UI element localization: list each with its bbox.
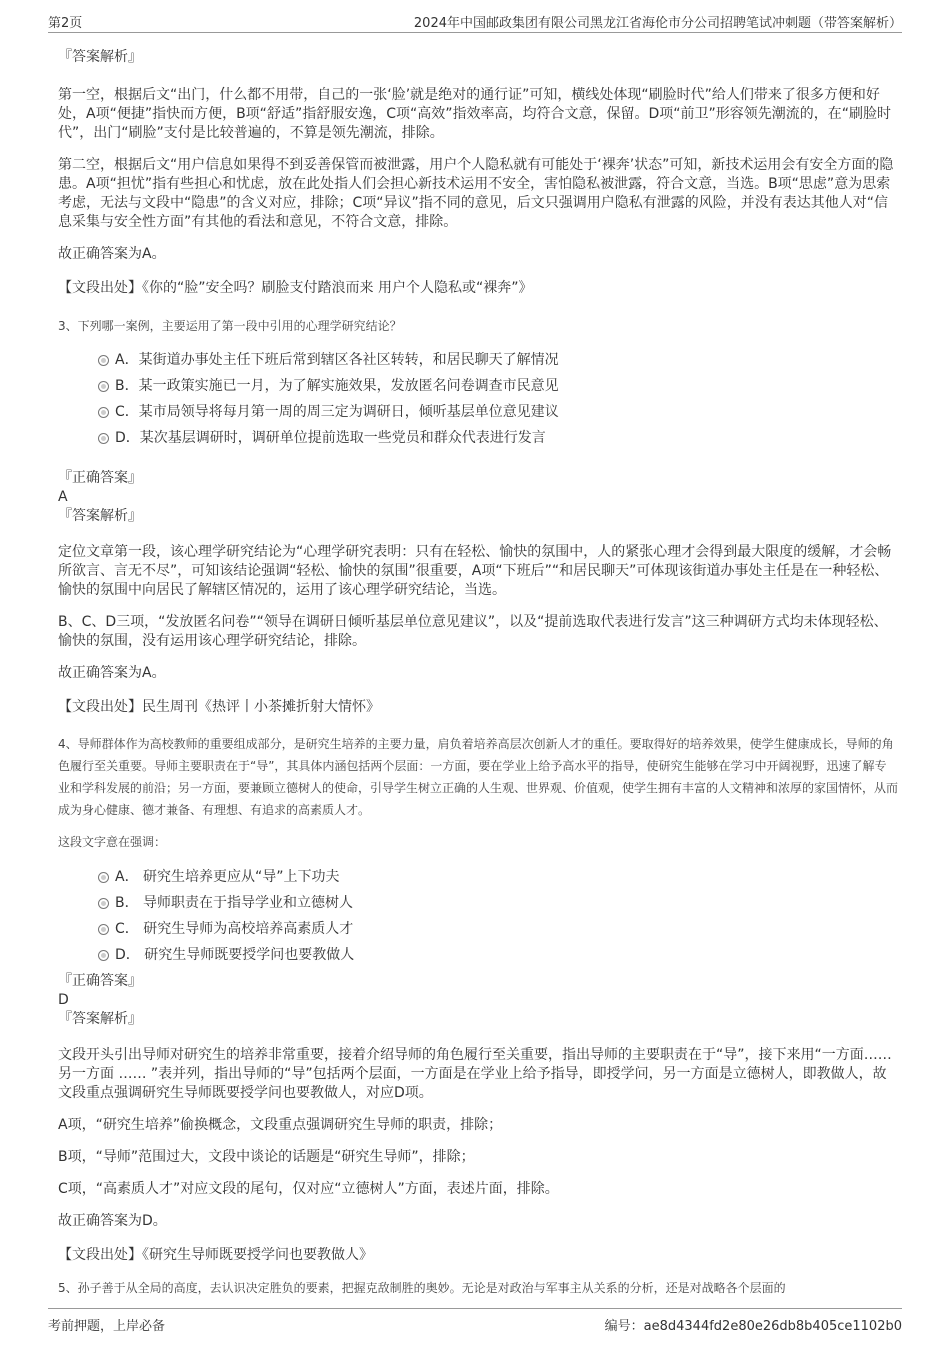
q4-option-d[interactable] <box>58 942 898 968</box>
q4-options <box>58 864 898 968</box>
q3-correct-label: 『正确答案』 <box>58 470 142 486</box>
q2-analysis-para2: 第二空，根据后文“用户信息如果得不到妥善保管而被泄露，用户个人隐私就有可能处于‘裸奔’状态”可知，新技术运用会有安全方面的隐患。A项“担忧”指有些担心和忧虑，放在此处指人们会担心新技术运用不安全，害怕隐私被泄露，符合文意，当选。B项“思虑”意为思索考虑，无法与文段中“隐患”的含义对应，排除；C项“异议”指不同的意见，后文只强调用户隐私有泄露的风险，并没有表达其他人对“信息采集与安全性方面”有其他的看法和意见，不符合文意，排除。 <box>58 157 894 230</box>
q4-correct-answer: D <box>58 992 69 1008</box>
q4-analysis-label: 『答案解析』 <box>58 1011 142 1027</box>
radio-icon[interactable] <box>98 898 109 909</box>
q2-conclusion: 故正确答案为A。 <box>58 246 166 262</box>
q4-correct-label: 『正确答案』 <box>58 973 142 989</box>
radio-icon[interactable] <box>98 433 109 444</box>
page-content <box>58 44 898 1299</box>
q4-analysis-para3: B项，“导师”范围过大，文段中谈论的话题是“研究生导师”，排除； <box>58 1149 475 1165</box>
radio-icon[interactable] <box>98 355 109 366</box>
q2-analysis-para1: 第一空，根据后文“出门，什么都不用带，自己的一张‘脸’就是绝对的通行证”可知，横线处体现“刷脸时代”给人们带来了很多方便和好处，A项“便捷”指快而方便，B项“舒适”指舒服安逸，C项“高效”指效率高，均符合文意，保留。D项“前卫”形容领先潮流的，在“刷脸时代”，出门“刷脸”支付是比较普遍的，不算是领先潮流，排除。 <box>58 87 892 141</box>
q4-option-c[interactable] <box>58 916 898 942</box>
q3-option-d[interactable] <box>58 425 898 451</box>
q2-source: 【文段出处】《你的“脸”安全吗？刷脸支付踏浪而来 用户个人隐私或“裸奔”》 <box>58 280 533 296</box>
q4-option-b[interactable] <box>58 890 898 916</box>
radio-icon[interactable] <box>98 950 109 961</box>
option-label: D． 研究生导师既要授学问也要教做人 <box>115 947 355 963</box>
document-title: 2024年中国邮政集团有限公司黑龙江省海伦市分公司招聘笔试冲刺题（带答案解析） <box>413 16 902 31</box>
q3-option-b[interactable] <box>58 373 898 399</box>
option-label: C．某市局领导将每月第一周的周三定为调研日，倾听基层单位意见建议 <box>115 404 559 420</box>
option-label: A． 研究生培养更应从“导”上下功夫 <box>115 869 340 885</box>
q4-option-a[interactable] <box>58 864 898 890</box>
q3-analysis-para2: B、C、D三项，“发放匿名问卷”“领导在调研日倾听基层单位意见建议”，以及“提前选取代表进行发言”这三种调研方式均未体现轻松、愉快的氛围，没有运用该心理学研究结论，排除。 <box>58 614 888 649</box>
q3-options <box>58 347 898 451</box>
q4-question: 这段文字意在强调： <box>58 835 167 849</box>
radio-icon[interactable] <box>98 407 109 418</box>
q2-analysis-label: 『答案解析』 <box>58 49 142 65</box>
q4-source: 【文段出处】《研究生导师既要授学问也要教做人》 <box>58 1247 373 1263</box>
q4-conclusion: 故正确答案为D。 <box>58 1213 167 1229</box>
q4-analysis-para2: A项，“研究生培养”偷换概念，文段重点强调研究生导师的职责，排除； <box>58 1117 503 1133</box>
q3-option-c[interactable] <box>58 399 898 425</box>
footer-slogan: 考前押题，上岸必备 <box>48 1319 166 1334</box>
page-footer <box>48 1308 902 1335</box>
option-label: D．某次基层调研时，调研单位提前选取一些党员和群众代表进行发言 <box>115 430 546 446</box>
q3-option-a[interactable] <box>58 347 898 373</box>
radio-icon[interactable] <box>98 872 109 883</box>
q3-conclusion: 故正确答案为A。 <box>58 665 166 681</box>
option-label: B． 导师职责在于指导学业和立德树人 <box>115 895 354 911</box>
q4-analysis-para4: C项，“高素质人才”对应文段的尾句，仅对应“立德树人”方面，表述片面，排除。 <box>58 1181 559 1197</box>
radio-icon[interactable] <box>98 381 109 392</box>
q4-passage: 4、导师群体作为高校教师的重要组成部分，是研究生培养的主要力量，肩负着培养高层次创新人才的重任。要取得好的培养效果，使学生健康成长，导师的角色履行至关重要。导师主要职责在于“导”，其具体内涵包括两个层面：一方面，要在学业上给予高水平的指导，使研究生能够在学习中开阔视野，迅速了解专业和学科发展的前沿；另一方面，要兼顾立德树人的使命，引导学生树立正确的人生观、世界观、价值观，使学生拥有丰富的人文精神和浓厚的家国情怀，从而成为身心健康、德才兼备、有理想、有追求的高素质人才。 <box>58 737 899 817</box>
q4-analysis-para1: 文段开头引出导师对研究生的培养非常重要，接着介绍导师的角色履行至关重要，指出导师的主要职责在于“导”，接下来用“一方面……另一方面 …… ”表并列，指出导师的“导”包括两个层面，一方面是在学业上给予指导，即授学问，另一方面是立德树人，即教做人，故文段重点强调研究生导师既要授学问也要教做人，对应D项。 <box>58 1047 892 1101</box>
q5-passage: 5、孙子善于从全局的高度，去认识决定胜负的要素，把握克敌制胜的奥妙。无论是对政治与军事主从关系的分析，还是对战略各个层面的 <box>58 1281 786 1295</box>
q3-analysis-label: 『答案解析』 <box>58 508 142 524</box>
page-header <box>48 10 902 33</box>
q3-question: 3、下列哪一案例，主要运用了第一段中引用的心理学研究结论？ <box>58 319 402 333</box>
q3-analysis-para1: 定位文章第一段，该心理学研究结论为“心理学研究表明：只有在轻松、愉快的氛围中，人的紧张心理才会得到最大限度的缓解，才会畅所欲言、言无不尽”，可知该结论强调“轻松、愉快的氛围”很重要，A项“下班后”“和居民聊天”可体现该街道办事处主任是在一种轻松、愉快的氛围中向居民了解辖区情况的，运用了该心理学研究结论，当选。 <box>58 544 892 598</box>
q3-correct-answer: A <box>58 489 68 505</box>
document-id: 编号：ae8d4344fd2e80e26db8b405ce1102b0 <box>604 1319 902 1334</box>
option-label: A．某街道办事处主任下班后常到辖区各社区转转，和居民聊天了解情况 <box>115 352 559 368</box>
radio-icon[interactable] <box>98 924 109 935</box>
option-label: B．某一政策实施已一月，为了解实施效果，发放匿名问卷调查市民意见 <box>115 378 559 394</box>
q3-source: 【文段出处】民生周刊《热评丨小茶摊折射大情怀》 <box>58 699 380 715</box>
option-label: C． 研究生导师为高校培养高素质人才 <box>115 921 354 937</box>
page-number: 第2页 <box>48 16 83 31</box>
